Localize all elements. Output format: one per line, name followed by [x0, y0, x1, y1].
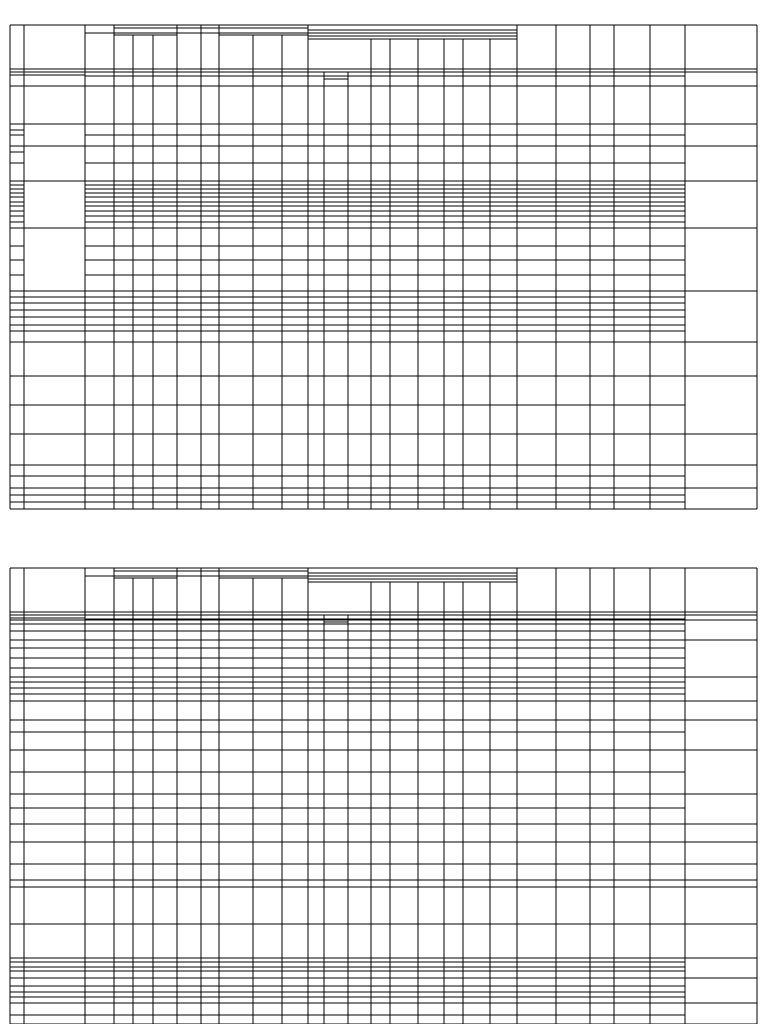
blank-form-table-upper	[10, 25, 757, 509]
blank-form-table-lower	[10, 568, 757, 1024]
